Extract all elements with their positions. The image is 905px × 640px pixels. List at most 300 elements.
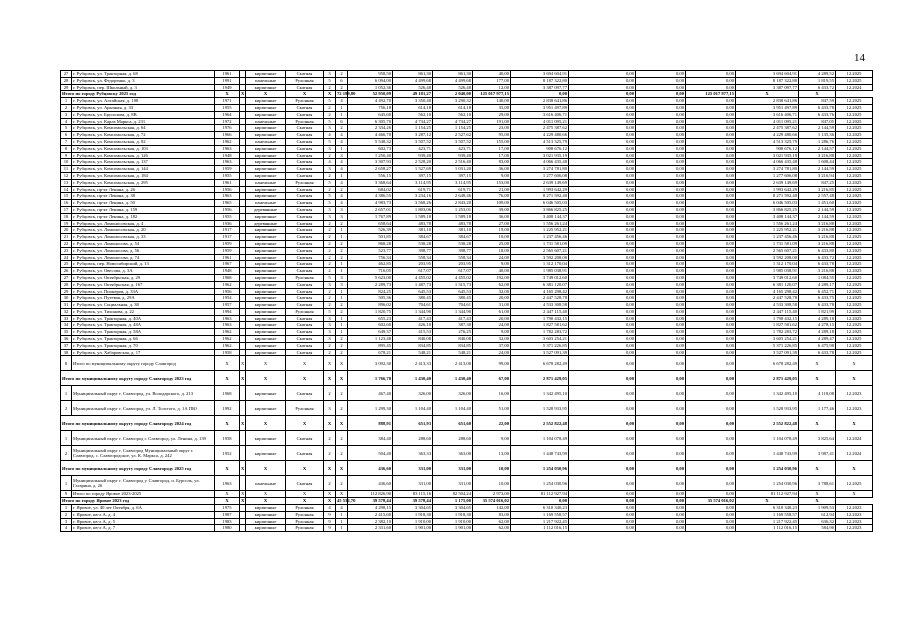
table-cell: 3: [324, 71, 336, 78]
table-cell: 1 993 642,29: [736, 186, 799, 193]
table-cell: X: [215, 491, 240, 498]
table-cell: 1963: [215, 322, 240, 329]
table-cell: 12.2025: [836, 281, 873, 288]
table-cell: 526,48: [393, 84, 433, 91]
table-cell: Скатная: [286, 71, 324, 78]
table-cell: г. Рубцовск, пр-кт Ленина, д. 38: [72, 193, 215, 200]
table-cell: X: [215, 371, 240, 386]
table-cell: 1 225 952,21: [511, 227, 569, 234]
table-cell: 0,00: [686, 118, 736, 125]
table-cell: 958,50: [348, 71, 393, 78]
table-cell: 1: [336, 268, 348, 275]
table-cell: Скатная: [286, 254, 324, 261]
table-cell: 423,71: [393, 145, 433, 152]
table-cell: 3 592 208,00: [511, 254, 569, 261]
table-cell: 0,00: [686, 281, 736, 288]
table-cell: 5: [324, 138, 336, 145]
table-cell: 13,00: [473, 446, 511, 461]
table-cell: 331,00: [433, 461, 473, 476]
table-cell: 417,43: [393, 315, 433, 322]
table-cell: 363,33: [393, 446, 433, 461]
table-cell: 3 749 012,60: [736, 274, 799, 281]
table-cell: 76,00: [473, 193, 511, 200]
table-cell: 17: [61, 206, 72, 213]
table-cell: 0,00: [686, 247, 736, 254]
table-cell: 504,40: [348, 446, 393, 461]
table-cell: Скатная: [286, 138, 324, 145]
table-cell: кирпичные: [246, 431, 286, 446]
table-cell: 2 447 528,78: [511, 295, 569, 302]
table-cell: 2: [324, 431, 336, 446]
table-cell: 6: [61, 132, 72, 139]
table-cell: 1 430,40: [393, 371, 433, 386]
table-cell: 36,00: [473, 213, 511, 220]
table-cell: Рулонная: [286, 179, 324, 186]
table-cell: X: [324, 371, 336, 386]
table-cell: 3: [336, 152, 348, 159]
table-cell: 0,00: [686, 446, 736, 461]
table-cell: 32,00: [473, 288, 511, 295]
table-cell: Скатная: [286, 446, 324, 461]
subtotal-label-cell: Итого по муниципальному округу городу Славгороду 2025 год: [61, 461, 215, 476]
table-cell: 617,07: [433, 268, 473, 275]
table-cell: 5: [61, 125, 72, 132]
table-cell: Скатная: [286, 240, 324, 247]
table-cell: 26: [61, 268, 72, 275]
table-cell: X: [286, 356, 324, 371]
table-cell: кирпичные: [246, 186, 286, 193]
table-cell: 331,00: [393, 461, 433, 476]
table-cell: 0,00: [636, 118, 686, 125]
table-cell: 1971: [215, 98, 240, 105]
table-cell: г. Рубцовск, ул. Тихонова, д. 22: [72, 308, 215, 315]
table-cell: 24,00: [473, 254, 511, 261]
table-cell: 39,00: [473, 206, 511, 213]
table-cell: 4: [336, 179, 348, 186]
table-cell: 0,00: [636, 220, 686, 227]
table-row: [61, 227, 873, 234]
table-cell: X: [286, 491, 324, 498]
table-cell: 1983: [215, 518, 240, 525]
subtotal-label-cell: Итого по городу Рубцовску 2025 год: [61, 91, 215, 98]
table-cell: 381,10: [393, 227, 433, 234]
table-cell: 1: [336, 315, 348, 322]
table-cell: 21: [61, 234, 72, 241]
table-cell: 0,00: [569, 98, 636, 105]
table-cell: 12.2025: [836, 240, 873, 247]
table-cell: 4 513 325,79: [736, 138, 799, 145]
table-cell: 3 951 497,89: [511, 104, 569, 111]
table-cell: 2 144,59: [799, 125, 836, 132]
table-cell: 5: [324, 179, 336, 186]
table-cell: 11: [61, 166, 72, 173]
table-cell: г. Рубцовск, ул. Карла Маркса, д. 231: [72, 118, 215, 125]
table-cell: 1: [336, 104, 348, 111]
table-cell: X: [215, 91, 240, 98]
table-cell: X: [324, 498, 336, 505]
table-cell: 27,00: [473, 220, 511, 227]
table-cell: 684,02: [348, 186, 393, 193]
table-row: [61, 349, 873, 356]
table-cell: 12,00: [473, 84, 511, 91]
table-cell: 1959: [215, 166, 240, 173]
table-cell: 0,00: [636, 308, 686, 315]
table-cell: 3: [324, 206, 336, 213]
table-cell: Скатная: [286, 268, 324, 275]
table-cell: панельные: [246, 118, 286, 125]
table-cell: 6 094,00: [348, 77, 393, 84]
table-cell: 462,85: [348, 261, 393, 268]
table-row: [61, 274, 873, 281]
table-cell: 704,61: [433, 302, 473, 309]
table-cell: 0,00: [636, 206, 686, 213]
table-cell: X: [286, 416, 324, 431]
table-cell: 81 112 927,94: [736, 491, 799, 498]
table-cell: 3 216,88: [799, 220, 836, 227]
table-cell: 37,00: [473, 342, 511, 349]
table-cell: 0,00: [686, 71, 736, 78]
table-cell: кирпичные: [246, 342, 286, 349]
table-cell: 2: [61, 446, 72, 461]
table-row: [61, 295, 873, 302]
table-cell: 1964: [215, 111, 240, 118]
table-cell: 3 216,88: [799, 240, 836, 247]
table-cell: 0,00: [686, 461, 736, 476]
table-cell: 288,60: [393, 431, 433, 446]
table-cell: 25: [61, 261, 72, 268]
table-cell: кирпичные: [246, 111, 286, 118]
table-cell: 0,00: [636, 386, 686, 401]
table-cell: Скатная: [286, 84, 324, 91]
table-cell: 0,00: [686, 511, 736, 518]
table-cell: 12.2023: [836, 518, 873, 525]
table-cell: 3 307,93: [348, 159, 393, 166]
table-cell: 0,00: [636, 511, 686, 518]
table-cell: 39 578,44: [393, 498, 433, 505]
table-cell: 1987: [215, 511, 240, 518]
table-cell: Рулонная: [286, 401, 324, 416]
table-cell: 0,00: [686, 308, 736, 315]
table-cell: 29: [61, 84, 72, 91]
table-cell: 0,00: [686, 261, 736, 268]
table-cell: 12.2025: [836, 166, 873, 173]
table-cell: 483,78: [433, 220, 473, 227]
table-cell: 0,00: [636, 491, 686, 498]
table-cell: 1: [336, 145, 348, 152]
table-cell: X: [336, 461, 348, 476]
table-cell: Скатная: [286, 281, 324, 288]
table-cell: кирпичные: [246, 213, 286, 220]
table-cell: 0,00: [636, 329, 686, 336]
table-cell: 0,00: [636, 295, 686, 302]
table-cell: 1 169 558,57: [511, 511, 569, 518]
table-cell: 12.2025: [836, 179, 873, 186]
table-cell: 3 234,16: [393, 193, 433, 200]
table-cell: 3 603 254,21: [736, 336, 799, 343]
table-cell: Скатная: [286, 295, 324, 302]
table-cell: 0,00: [569, 227, 636, 234]
table-cell: 32,00: [473, 336, 511, 343]
table-cell: 1: [336, 322, 348, 329]
table-cell: кирпичные: [246, 315, 286, 322]
table-cell: 3 274 781,80: [511, 166, 569, 173]
table-cell: 0,00: [686, 431, 736, 446]
table-cell: 0,00: [636, 104, 686, 111]
table-cell: 45 532,70: [337, 498, 356, 504]
table-cell: X: [324, 461, 336, 476]
table-cell: 4 289,18: [799, 329, 836, 336]
table-cell: 2 657,01: [348, 206, 393, 213]
table-cell: 1956: [215, 288, 240, 295]
table-cell: 9,00: [473, 261, 511, 268]
table-cell: 0,00: [636, 234, 686, 241]
table-cell: 6 433,72: [799, 84, 836, 91]
table-cell: 1962: [215, 342, 240, 349]
table-cell: 4 011 095,21: [736, 118, 799, 125]
table-cell: кирпичные: [246, 234, 286, 241]
table-cell: 72 199,80: [337, 91, 356, 97]
table-row: [61, 476, 873, 491]
table-cell: 1962: [215, 138, 240, 145]
table-cell: 3 287,12: [393, 132, 433, 139]
table-cell: 0,00: [636, 342, 686, 349]
table-cell: 0,00: [569, 268, 636, 275]
table-cell: 35 574 016,02: [686, 498, 736, 505]
table-cell: 1 286,76: [799, 138, 836, 145]
table-cell: 2: [324, 234, 336, 241]
table-cell: г. Рубцовск, ул. Ломоносовская, д. 4: [72, 220, 215, 227]
table-cell: 1968: [215, 386, 240, 401]
table-cell: 3: [324, 145, 336, 152]
table-cell: 834,85: [433, 342, 473, 349]
table-cell: 3 592 208,00: [736, 254, 799, 261]
table-cell: 1 277 606,08: [511, 172, 569, 179]
table-cell: 1 104,40: [393, 401, 433, 416]
table-cell: 1 154,25: [393, 125, 433, 132]
table-cell: 2: [324, 172, 336, 179]
table-cell: г. Рубцовск, ул. Тракторная, д. 68: [72, 71, 215, 78]
table-cell: 2 475 387,62: [511, 125, 569, 132]
table-cell: 0,00: [636, 166, 686, 173]
table-cell: 3 507,52: [433, 138, 473, 145]
table-cell: 24,00: [473, 349, 511, 356]
table-cell: 1 918,30: [433, 511, 473, 518]
table-cell: 602,60: [348, 322, 393, 329]
table-cell: X: [246, 498, 286, 505]
table-cell: 3 021 935,19: [511, 152, 569, 159]
table-cell: 2 565 607,21: [511, 247, 569, 254]
table-cell: 0,00: [636, 261, 686, 268]
table-cell: 6 433,78: [799, 349, 836, 356]
table-cell: 1 104 078,49: [736, 431, 799, 446]
table-cell: 824,25: [348, 288, 393, 295]
table-cell: 0,00: [569, 213, 636, 220]
table-cell: 2: [324, 240, 336, 247]
table-cell: 1 104 078,49: [511, 431, 569, 446]
table-cell: 1: [336, 518, 348, 525]
table-cell: 4: [336, 132, 348, 139]
table-cell: 1 901,00: [393, 525, 433, 532]
table-cell: 3 603 254,21: [511, 336, 569, 343]
table-cell: 6 310 340,23: [736, 505, 799, 512]
table-cell: 1 254 030,96: [736, 461, 799, 476]
table-cell: г. Рубцовск, ул. Комсомольская, д. 126: [72, 152, 215, 159]
table-cell: 436,60: [348, 476, 393, 491]
table-cell: 9: [324, 518, 336, 525]
table-cell: 2: [336, 125, 348, 132]
table-cell: 3: [324, 213, 336, 220]
table-cell: 1 993 642,29: [511, 186, 569, 193]
table-cell: 1 451,60: [799, 200, 836, 207]
table-cell: 384,40: [348, 431, 393, 446]
table-cell: X: [336, 491, 348, 498]
table-cell: 16,00: [473, 386, 511, 401]
table-cell: 20,00: [473, 295, 511, 302]
table-row: [61, 206, 873, 213]
table-cell: 4 011 095,21: [511, 118, 569, 125]
table-cell: 0,00: [686, 288, 736, 295]
table-cell: X: [241, 498, 245, 504]
table-cell: г. Рубцовск, ул. Ломоносова, д. 54: [72, 240, 215, 247]
table-cell: 1 344,90: [393, 308, 433, 315]
table-cell: 467,40: [348, 386, 393, 401]
table-cell: 19: [61, 220, 72, 227]
table-cell: 1 225 952,21: [736, 227, 799, 234]
table-cell: 12.2025: [836, 152, 873, 159]
table-cell: 387,30: [433, 322, 473, 329]
table-cell: 6 433,72: [799, 254, 836, 261]
table-cell: г. Рубцовск, ул. Комсомольская, д. 184: [72, 172, 215, 179]
table-cell: 12.2025: [836, 336, 873, 343]
table-cell: 1962: [215, 336, 240, 343]
table-cell: X: [324, 491, 336, 498]
table-cell: 3 290,32: [433, 98, 473, 105]
table-cell: 1 556 261,24: [511, 220, 569, 227]
table-cell: кирпичные: [246, 446, 286, 461]
table-cell: 1963: [215, 315, 240, 322]
table-cell: X: [215, 356, 240, 371]
table-cell: 1963: [215, 193, 240, 200]
table-row: [61, 193, 873, 200]
table-cell: кирпичные: [246, 247, 286, 254]
table-cell: 0,00: [686, 98, 736, 105]
table-cell: 0,00: [569, 166, 636, 173]
table-cell: 3: [324, 166, 336, 173]
table-cell: X: [336, 416, 348, 431]
table-cell: 0,00: [686, 315, 736, 322]
table-cell: 0,00: [686, 505, 736, 512]
table-cell: 3: [324, 322, 336, 329]
table-cell: 9: [61, 491, 72, 498]
table-cell: 2 413,33: [393, 356, 433, 371]
table-cell: 4 289,52: [799, 71, 836, 78]
table-cell: 0,00: [686, 274, 736, 281]
table-cell: 1 135,36: [799, 132, 836, 139]
table-cell: кирпичные: [246, 152, 286, 159]
table-cell: 6 433,78: [799, 104, 836, 111]
table-row: [61, 431, 873, 446]
table-cell: 1 344,90: [433, 308, 473, 315]
table-cell: 6 475,98: [799, 342, 836, 349]
table-cell: 1956: [215, 186, 240, 193]
table-cell: 0,00: [569, 152, 636, 159]
table-cell: 0,00: [686, 159, 736, 166]
table-cell: 12.2025: [836, 145, 873, 152]
table-cell: 0,00: [686, 371, 736, 386]
table-cell: 2 648,46: [433, 193, 473, 200]
table-cell: 0,00: [569, 84, 636, 91]
table-cell: 21,00: [473, 186, 511, 193]
table-cell: кирпичные: [246, 288, 286, 295]
table-cell: 3 304,65: [393, 505, 433, 512]
table-cell: 2: [324, 268, 336, 275]
table-cell: Скатная: [286, 476, 324, 491]
table-cell: 363,00: [433, 446, 473, 461]
table-cell: 1 342 495,10: [511, 386, 569, 401]
table-cell: 398,77: [393, 247, 433, 254]
table-cell: 2: [336, 254, 348, 261]
table-cell: 2 447 115,40: [511, 308, 569, 315]
table-cell: 0,00: [569, 461, 636, 476]
table-cell: Итого по городу Яровое 2023-2025: [72, 491, 215, 498]
table-cell: 1 556 261,24: [736, 220, 799, 227]
table-cell: 12.2023: [836, 401, 873, 416]
table-cell: 2 040,00: [433, 91, 473, 98]
table-cell: 0,00: [569, 386, 636, 401]
table-cell: 0,00: [511, 91, 569, 98]
table-row: [61, 498, 873, 505]
table-cell: 2 382,10: [348, 518, 393, 525]
table-cell: 548,21: [393, 349, 433, 356]
table-cell: 27: [61, 274, 72, 281]
table-row: [61, 401, 873, 416]
table-cell: 397,15: [393, 172, 433, 179]
table-cell: 1 254 030,96: [736, 476, 799, 491]
table-cell: X: [241, 491, 245, 497]
table-row: [61, 315, 873, 322]
table-cell: 4: [336, 200, 348, 207]
table-cell: г. Рубцовск, ул. Брусилова, д. 8В: [72, 111, 215, 118]
table-cell: 0,00: [636, 186, 686, 193]
table-cell: 2: [61, 401, 72, 416]
table-cell: 12.2025: [836, 274, 873, 281]
table-cell: 1 312 170,04: [736, 261, 799, 268]
table-cell: 1 342 495,10: [736, 386, 799, 401]
table-cell: 2 144,59: [799, 166, 836, 173]
subtotal-label-cell: Итого по муниципальному округу городу Славгороду 2024 год: [61, 416, 215, 431]
table-cell: 888,91: [348, 416, 393, 431]
table-cell: 1 589,18: [393, 213, 433, 220]
table-cell: кирпичные: [246, 166, 286, 173]
table-cell: 2 447 115,40: [736, 308, 799, 315]
table-cell: Скатная: [286, 247, 324, 254]
table-cell: Рулонная: [286, 274, 324, 281]
table-cell: 95,00: [473, 132, 511, 139]
table-cell: 939,40: [433, 152, 473, 159]
table-cell: 0,00: [569, 274, 636, 281]
table-cell: 5: [324, 193, 336, 200]
table-cell: 125 017 977,15: [686, 91, 736, 98]
table-cell: 12: [61, 172, 72, 179]
table-cell: Скатная: [286, 227, 324, 234]
table-cell: 3: [336, 206, 348, 213]
table-cell: 1 277 606,08: [736, 172, 799, 179]
housing-repair-table: [60, 70, 873, 532]
table-cell: 4: [336, 159, 348, 166]
table-cell: 4 466,70: [348, 132, 393, 139]
table-row: [61, 511, 873, 518]
table-cell: Скатная: [286, 386, 324, 401]
